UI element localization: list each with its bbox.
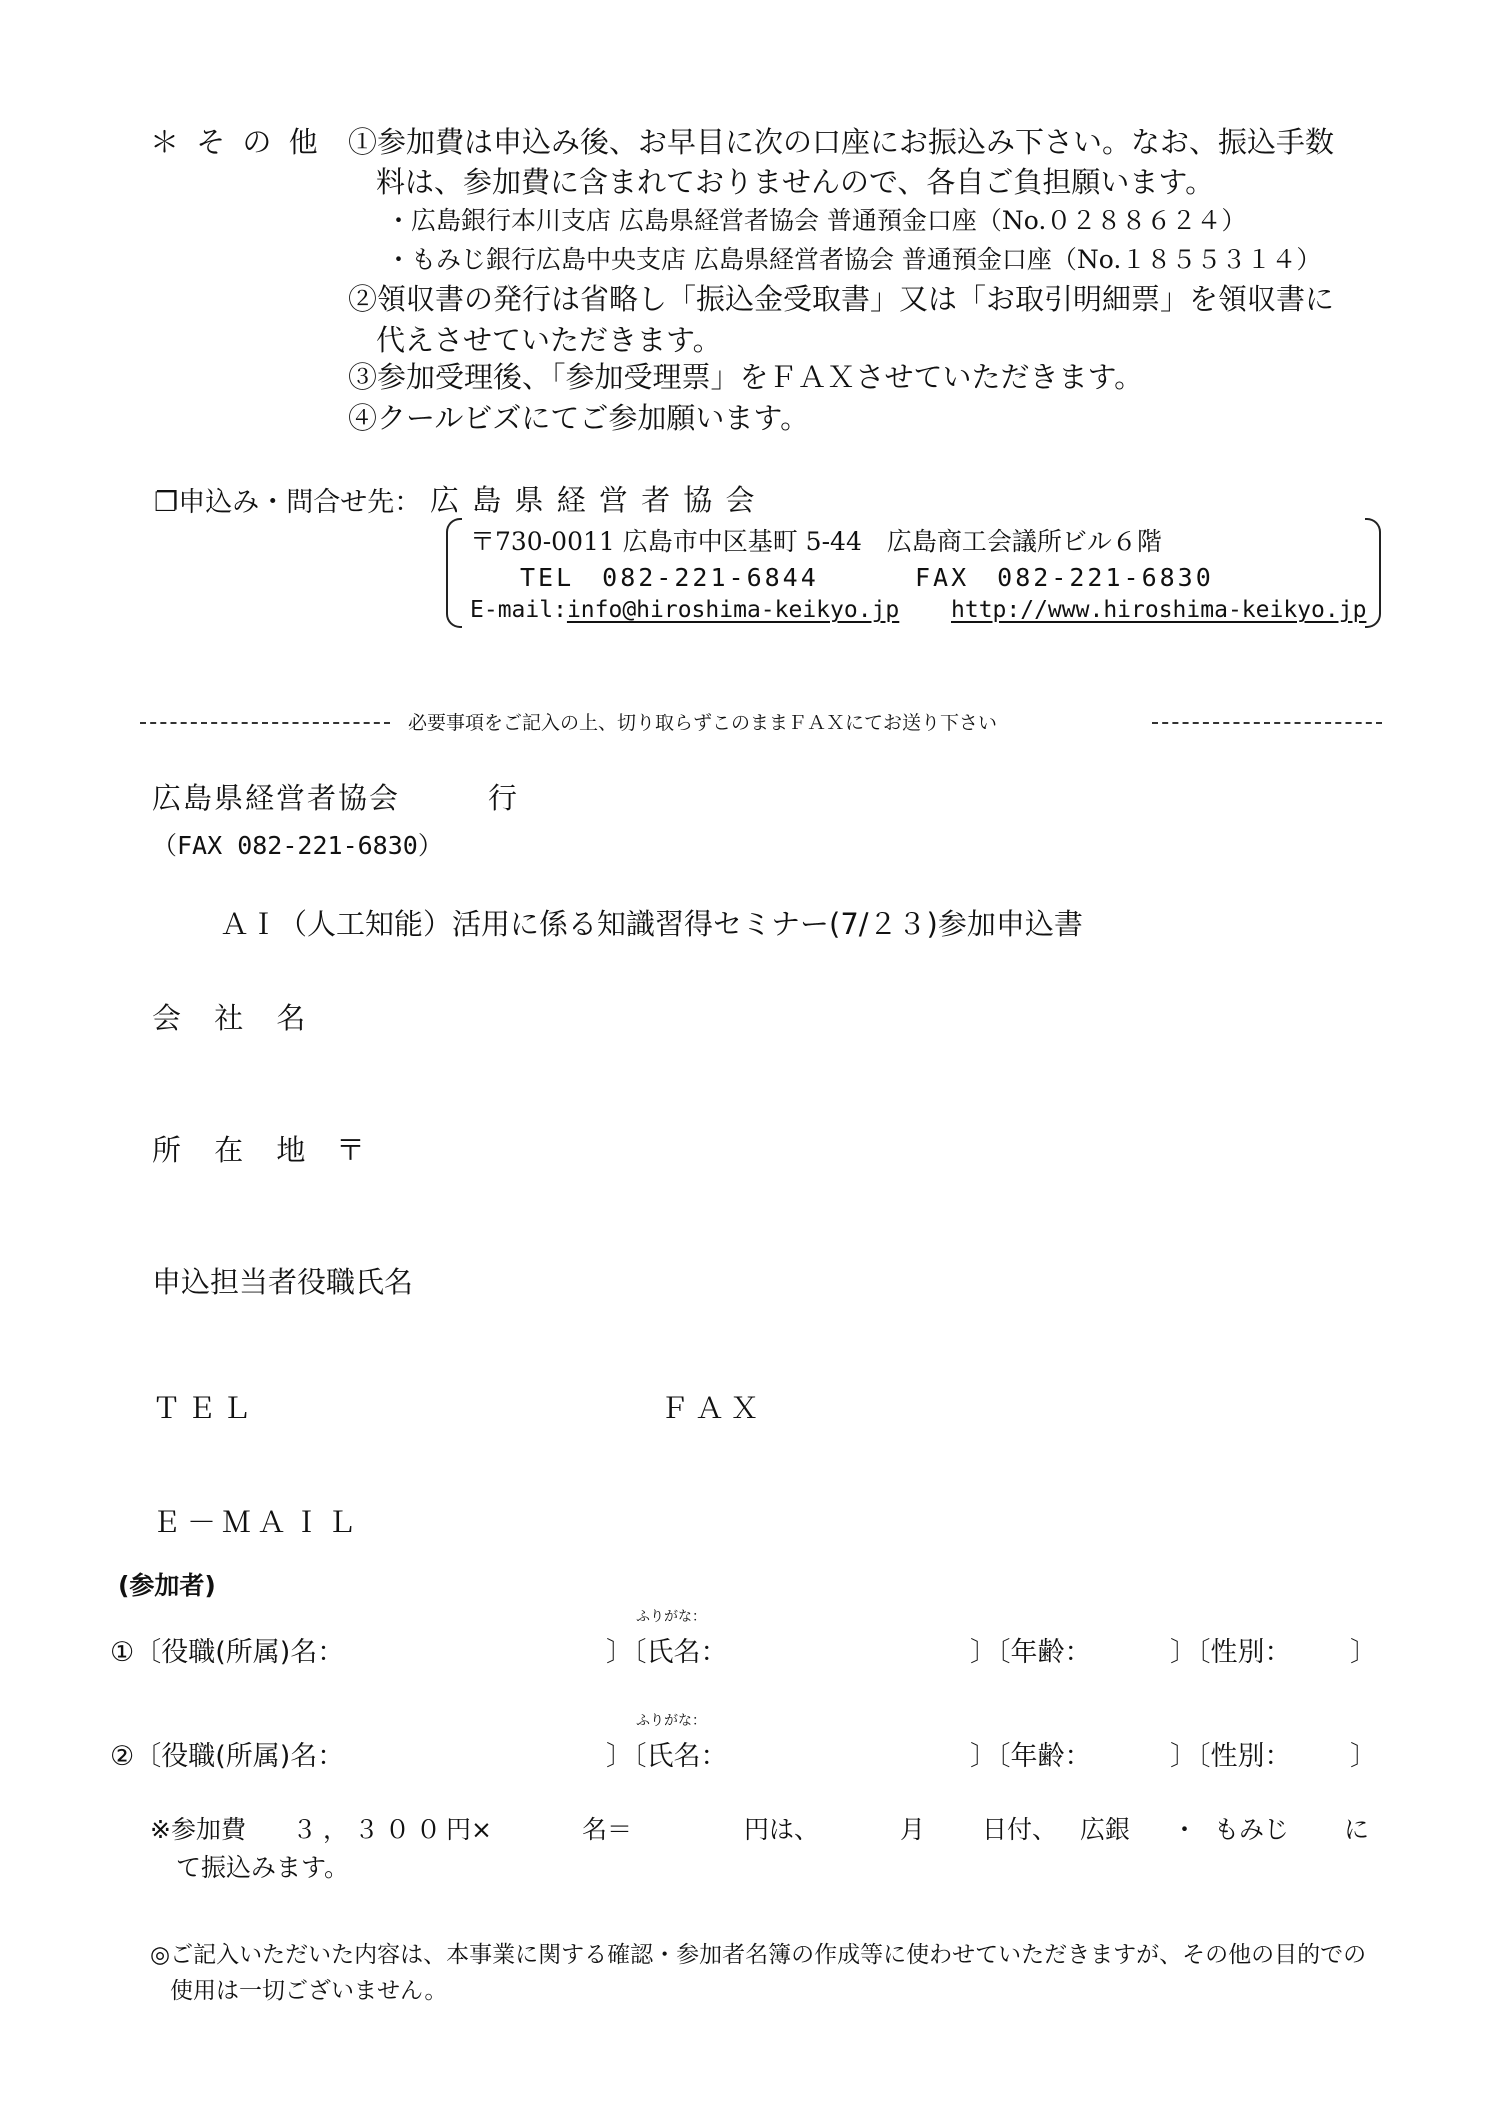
participant-position-label: 〔役職(所属)名： — [134, 1637, 345, 1668]
participant-age-label: 〕〔年齢： — [970, 1637, 1092, 1668]
participant-row-2 — [110, 1734, 344, 1773]
participant-close: 〕 — [1350, 1741, 1377, 1772]
field-email-label: Ｅ－ＭＡＩＬ — [152, 1505, 363, 1539]
addressee-fax: （FAX 082-221-6830） — [152, 831, 443, 860]
note1-line2: 料は、参加費に含まれておりませんので、各自ご負担願います。 — [376, 165, 1215, 199]
participant-age-label: 〕〔年齢： — [970, 1741, 1092, 1772]
contact-org: 広 島 県 経 営 者 協 会 — [430, 483, 757, 517]
cut-line-text: 必要事項をご記入の上、切り取らずこのままＦＡＸにてお送り下さい — [408, 712, 998, 734]
fee-yen-wa: 円は、 — [744, 1815, 820, 1844]
other-label: ＊ そ の 他 — [150, 125, 322, 159]
form-title: ＡＩ（人工知能）活用に係る知識習得セミナー(7/２３)参加申込書 — [220, 907, 1083, 941]
participant-gender-label: 〕〔性別： — [1170, 1637, 1292, 1668]
field-company-label: 会 社 名 — [152, 1001, 318, 1035]
field-postal-mark: 〒 — [336, 1133, 366, 1167]
contact-label: ❐申込み・問合せ先： — [154, 487, 422, 518]
fee-amount: ３，３００ — [292, 1815, 448, 1844]
fee-dot: ・ — [1172, 1815, 1198, 1844]
note2-line1: ②領収書の発行は省略し「振込金受取書」又は「お取引明細票」を領収書に — [348, 282, 1335, 316]
addressee-suffix: 行 — [488, 781, 518, 815]
fee-yen-times: 円× — [446, 1815, 492, 1844]
note4: ④クールビズにてご参加願います。 — [348, 401, 810, 435]
participant-name-label: 〕〔氏名： — [606, 1741, 728, 1772]
participant-num: ② — [110, 1741, 135, 1772]
participant-num: ① — [110, 1637, 135, 1668]
fee-day: 日付、 — [982, 1815, 1058, 1844]
furigana-label-2: ふりがな： — [636, 1713, 706, 1729]
participant-row-1 — [110, 1630, 344, 1669]
field-tel-label: ＴＥＬ — [152, 1391, 258, 1425]
note3: ③参加受理後、「参加受理票」をＦＡＸさせていただきます。 — [348, 360, 1144, 394]
field-address-label: 所 在 地 — [152, 1133, 318, 1167]
note2-line2: 代えさせていただきます。 — [376, 323, 722, 357]
contact-tel: TEL 082-221-6844 — [520, 563, 819, 592]
fee-people-eq: 名＝ — [582, 1815, 633, 1844]
fee-bank-hiroshima: 広銀 — [1080, 1815, 1131, 1844]
cut-line-left — [140, 722, 390, 724]
fee-prefix: ※参加費 — [150, 1815, 246, 1844]
contact-bracket-right — [1365, 518, 1381, 628]
participants-heading: (参加者) — [118, 1571, 216, 1600]
contact-bracket-left — [446, 518, 462, 628]
contact-address: 〒730-0011 広島市中区基町 5-44 広島商工会議所ビル６階 — [470, 527, 1162, 556]
furigana-label-1: ふりがな： — [636, 1609, 706, 1625]
privacy-line2: 使用は一切ございません。 — [170, 1978, 448, 2004]
participant-name-label: 〕〔氏名： — [606, 1637, 728, 1668]
fee-ni: に — [1344, 1815, 1370, 1844]
field-contact-person-label: 申込担当者役職氏名 — [152, 1265, 414, 1299]
fee-month: 月 — [900, 1815, 926, 1844]
bank-account-1: ・広島銀行本川支店 広島県経営者協会 普通預金口座（No.０２８８６２４） — [386, 206, 1247, 235]
contact-email-label: E-mail: — [470, 597, 567, 623]
participant-position-label: 〔役職(所属)名： — [134, 1741, 345, 1772]
note1-line1: ①参加費は申込み後、お早目に次の口座にお振込み下さい。なお、振込手数 — [348, 125, 1335, 159]
contact-url-link[interactable]: http://www.hiroshima-keikyo.jp — [951, 597, 1367, 623]
privacy-line1: ◎ご記入いただいた内容は、本事業に関する確認・参加者名簿の作成等に使わせていただきますが、その他の目的での — [150, 1942, 1367, 1968]
contact-email-row — [470, 597, 1366, 623]
field-fax-label: ＦＡＸ — [660, 1391, 766, 1425]
addressee-org: 広島県経営者協会 — [152, 781, 401, 815]
fee-bank-momiji: もみじ — [1214, 1815, 1290, 1844]
participant-close: 〕 — [1350, 1637, 1377, 1668]
cut-line-right — [1152, 722, 1382, 724]
contact-email-link[interactable]: info@hiroshima-keikyo.jp — [566, 597, 900, 623]
participant-gender-label: 〕〔性別： — [1170, 1741, 1292, 1772]
fee-line2: て振込みます。 — [176, 1853, 350, 1882]
bank-account-2: ・もみじ銀行広島中央支店 広島県経営者協会 普通預金口座（No.１８５５３１４） — [386, 245, 1322, 274]
contact-fax: FAX 082-221-6830 — [915, 563, 1214, 592]
